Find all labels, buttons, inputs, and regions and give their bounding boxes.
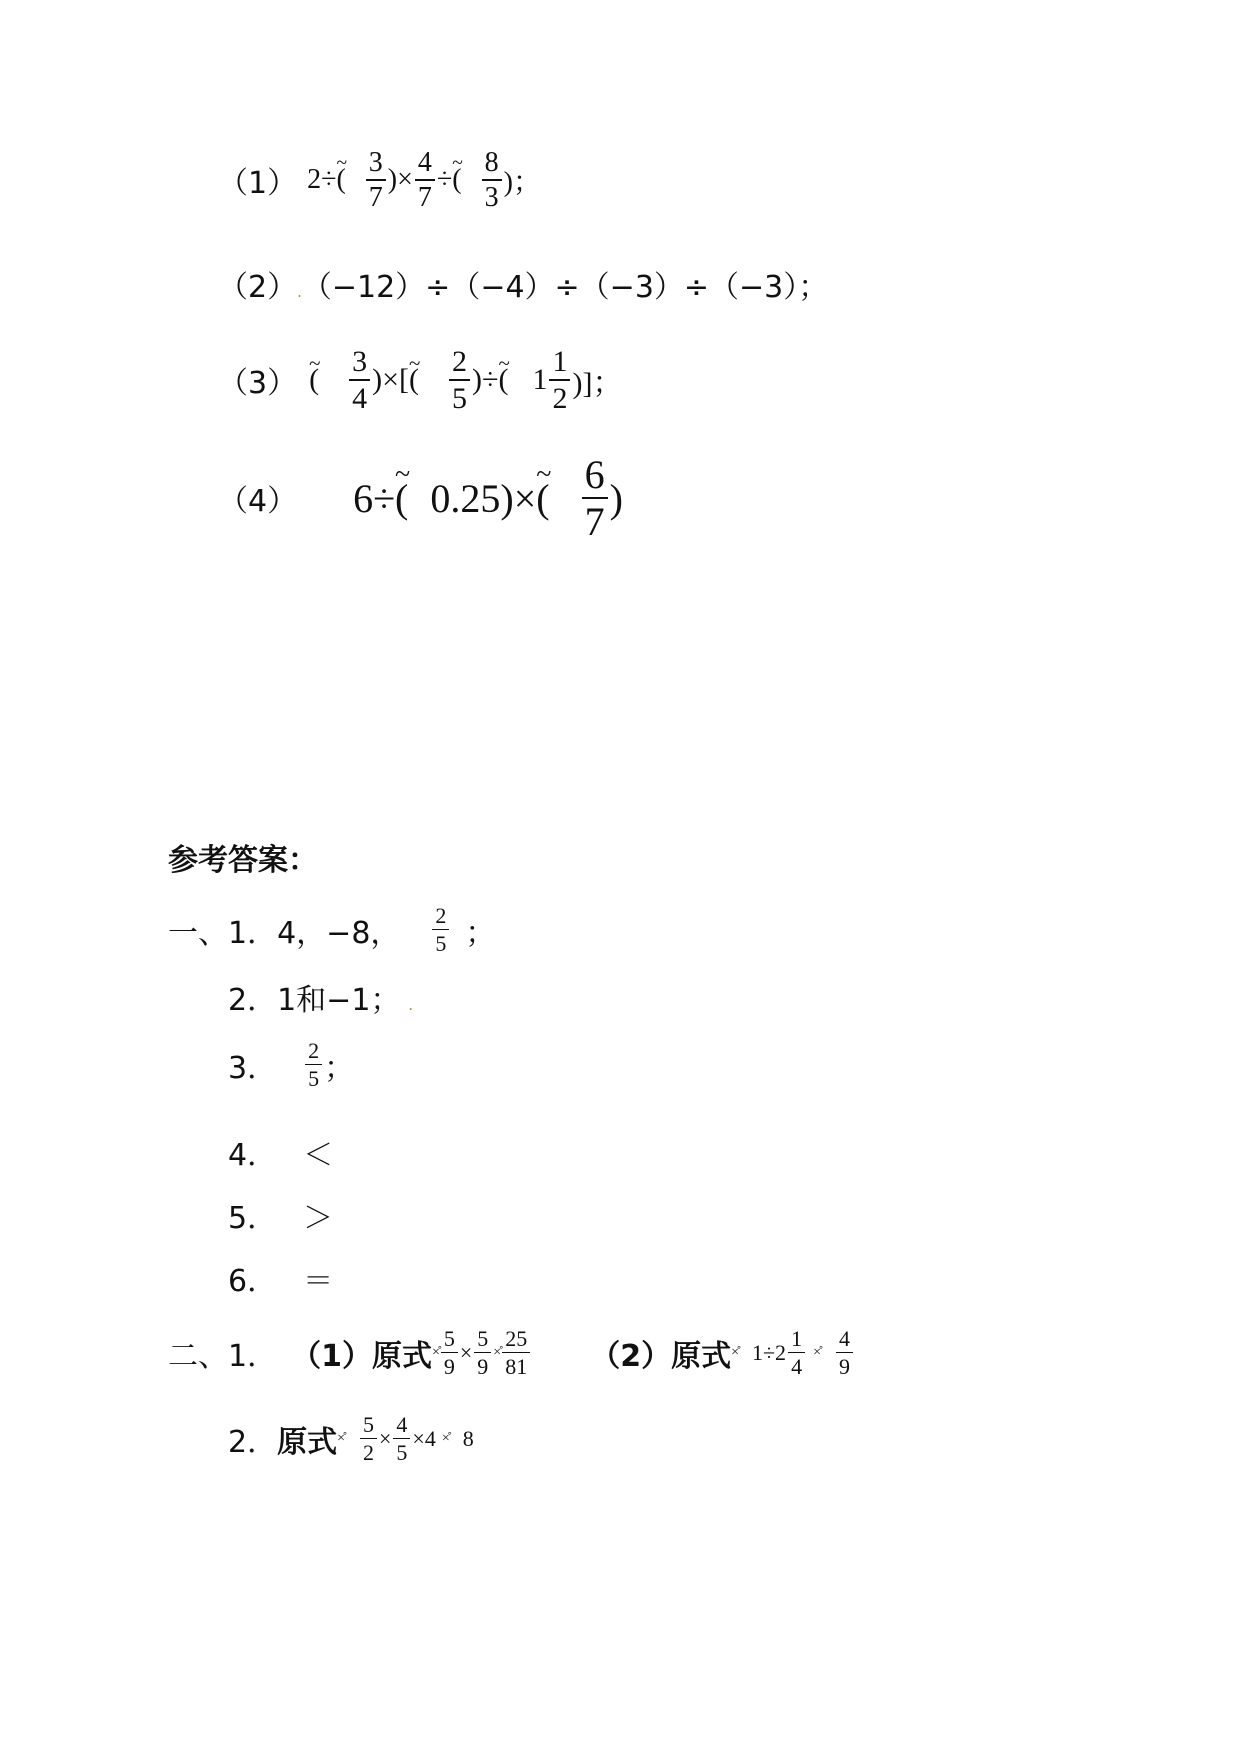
- fraction: [393, 1414, 410, 1464]
- stray-mark: .: [408, 996, 414, 1014]
- paren-open: ~ (: [536, 475, 549, 522]
- numerator: 5: [477, 1326, 489, 1351]
- problem-3: [218, 330, 622, 430]
- denominator: 2: [363, 1440, 374, 1465]
- problem-4-label: （4）: [218, 484, 298, 519]
- denominator: 81: [505, 1354, 528, 1379]
- problem-2: [218, 262, 828, 306]
- divide-sign: ÷: [482, 363, 499, 396]
- paren-open: ~ (: [336, 164, 345, 196]
- answer-1-2: [228, 975, 413, 1019]
- problem-2-expression: （−12）÷（−4）÷（−3）÷（−3）；: [301, 270, 829, 305]
- whole-part: 1: [532, 363, 548, 396]
- numerator: 6: [584, 451, 605, 497]
- fraction: [432, 905, 449, 955]
- answer-end: ；: [324, 1051, 355, 1086]
- paren-open: ~ (: [452, 164, 461, 196]
- numerator: 3: [352, 344, 368, 378]
- part-2-label: （2）原式: [590, 1339, 732, 1374]
- numerator: 2: [435, 903, 447, 928]
- answer-number: 2．: [228, 983, 278, 1018]
- answer-2-2: [228, 1404, 474, 1474]
- times-sign: ×: [379, 1426, 392, 1451]
- numerator: 4: [838, 1326, 850, 1351]
- paren-open: ~ (: [409, 363, 419, 397]
- paren-close: ): [609, 475, 623, 521]
- times-sign: ×: [397, 164, 413, 195]
- denominator: 7: [584, 498, 605, 544]
- answer-text: 4，−8，: [277, 916, 401, 951]
- answers-heading: 参考答案：: [168, 843, 318, 878]
- times-bracket: ×[: [382, 363, 410, 396]
- numerator: 5: [363, 1412, 374, 1437]
- numerator: 1: [552, 344, 568, 378]
- fraction: [482, 146, 502, 213]
- problem-4-expression: [353, 451, 623, 544]
- denominator: 4: [352, 381, 368, 415]
- term: 2: [307, 164, 322, 195]
- numerator: 5: [443, 1326, 455, 1351]
- problem-3-expression: [309, 344, 623, 415]
- equals-glyph: ×̊: [731, 1345, 738, 1360]
- numerator: 2: [308, 1038, 320, 1063]
- divide-sign: ÷: [373, 475, 396, 521]
- denominator: 5: [452, 381, 468, 415]
- numerator: 25: [505, 1326, 528, 1351]
- fraction: [305, 1040, 322, 1090]
- equals-glyph: ×̊: [493, 1345, 501, 1360]
- problem-1-label: （1）: [218, 166, 298, 201]
- fraction: [415, 146, 435, 213]
- answer-text: ＝: [303, 1264, 334, 1299]
- result: 8: [462, 1426, 474, 1451]
- paren-close: ): [387, 164, 398, 195]
- answer-number: 5．: [228, 1201, 278, 1236]
- numerator: 3: [368, 146, 383, 178]
- divide-sign: ÷: [436, 164, 453, 195]
- answer-number: 1．: [228, 1339, 278, 1374]
- answer-1-4: [228, 1130, 333, 1174]
- term: 6: [353, 475, 374, 521]
- expression: [337, 1414, 474, 1464]
- part-2-expression: [731, 1328, 855, 1378]
- denominator: 5: [308, 1066, 320, 1091]
- expression-label: 原式: [277, 1425, 338, 1460]
- paren-open: ~ (: [498, 363, 508, 397]
- equals-glyph: ×̊: [441, 1431, 449, 1446]
- answer-2-1: [168, 1318, 855, 1388]
- fraction: [349, 344, 370, 415]
- fraction: [449, 344, 470, 415]
- fraction: [788, 1328, 805, 1378]
- term: 0.25: [430, 475, 501, 521]
- paren-close: ): [372, 363, 383, 396]
- problem-1-expression: [307, 146, 541, 213]
- denominator: 3: [484, 181, 499, 213]
- equals-glyph: ×̊: [813, 1345, 820, 1360]
- times-sign: )×: [500, 475, 537, 521]
- numerator: 4: [417, 146, 432, 178]
- denominator: 4: [791, 1354, 803, 1379]
- term: 1÷2: [751, 1340, 787, 1365]
- paren-open: ~ (: [395, 475, 408, 522]
- answer-end: ；: [465, 916, 496, 951]
- equals-glyph: ×̊: [337, 1431, 344, 1446]
- fraction: [366, 146, 386, 213]
- problem-3-label: （3）: [218, 366, 298, 401]
- answer-number: 3．: [228, 1051, 278, 1086]
- answer-text: 1和−1；: [277, 983, 401, 1018]
- fraction: [549, 344, 570, 415]
- fraction: [582, 451, 608, 544]
- problem-2-label: （2）: [218, 270, 298, 305]
- numerator: 2: [452, 344, 468, 378]
- answer-number: 4．: [228, 1138, 278, 1173]
- equals-glyph: ×̊: [431, 1345, 439, 1360]
- answer-number: 1．: [228, 916, 278, 951]
- part-1-expression: [432, 1328, 532, 1378]
- problem-1: [218, 135, 541, 225]
- answer-1-1: [168, 895, 495, 965]
- fraction: [502, 1328, 530, 1378]
- bracket-close: )]；: [572, 367, 623, 400]
- answer-1-5: [228, 1193, 333, 1237]
- part-1-label: （1）原式: [291, 1339, 432, 1374]
- numerator: 8: [484, 146, 499, 178]
- denominator: 9: [477, 1354, 489, 1379]
- fraction: [360, 1414, 377, 1464]
- answer-number: 2．: [228, 1425, 278, 1460]
- answer-1-6: [228, 1256, 333, 1300]
- fraction: [474, 1328, 491, 1378]
- denominator: 7: [417, 181, 432, 213]
- denominator: 5: [435, 931, 447, 956]
- problem-4: [218, 448, 623, 548]
- section-1-label: 一、: [168, 916, 228, 951]
- paren-close: ): [472, 363, 483, 396]
- answer-text: ＜: [303, 1138, 334, 1173]
- stray-mark: .: [297, 283, 302, 301]
- numerator: 4: [396, 1412, 408, 1437]
- denominator: 9: [838, 1354, 850, 1379]
- numerator: 1: [791, 1326, 803, 1351]
- fraction: [836, 1328, 853, 1378]
- term: ×4: [412, 1426, 436, 1451]
- paren-open: ~ (: [309, 363, 319, 397]
- section-2-label: 二、: [168, 1339, 228, 1374]
- times-sign: ×: [459, 1340, 473, 1365]
- answer-text: ＞: [303, 1201, 334, 1236]
- answer-1-3: [228, 1030, 354, 1100]
- denominator: 5: [396, 1440, 408, 1465]
- denominator: 2: [552, 381, 568, 415]
- answer-number: 6．: [228, 1264, 278, 1299]
- denominator: 9: [443, 1354, 455, 1379]
- fraction: [441, 1328, 458, 1378]
- divide-sign: ÷: [321, 164, 337, 195]
- paren-close: )；: [503, 167, 541, 198]
- denominator: 7: [368, 181, 383, 213]
